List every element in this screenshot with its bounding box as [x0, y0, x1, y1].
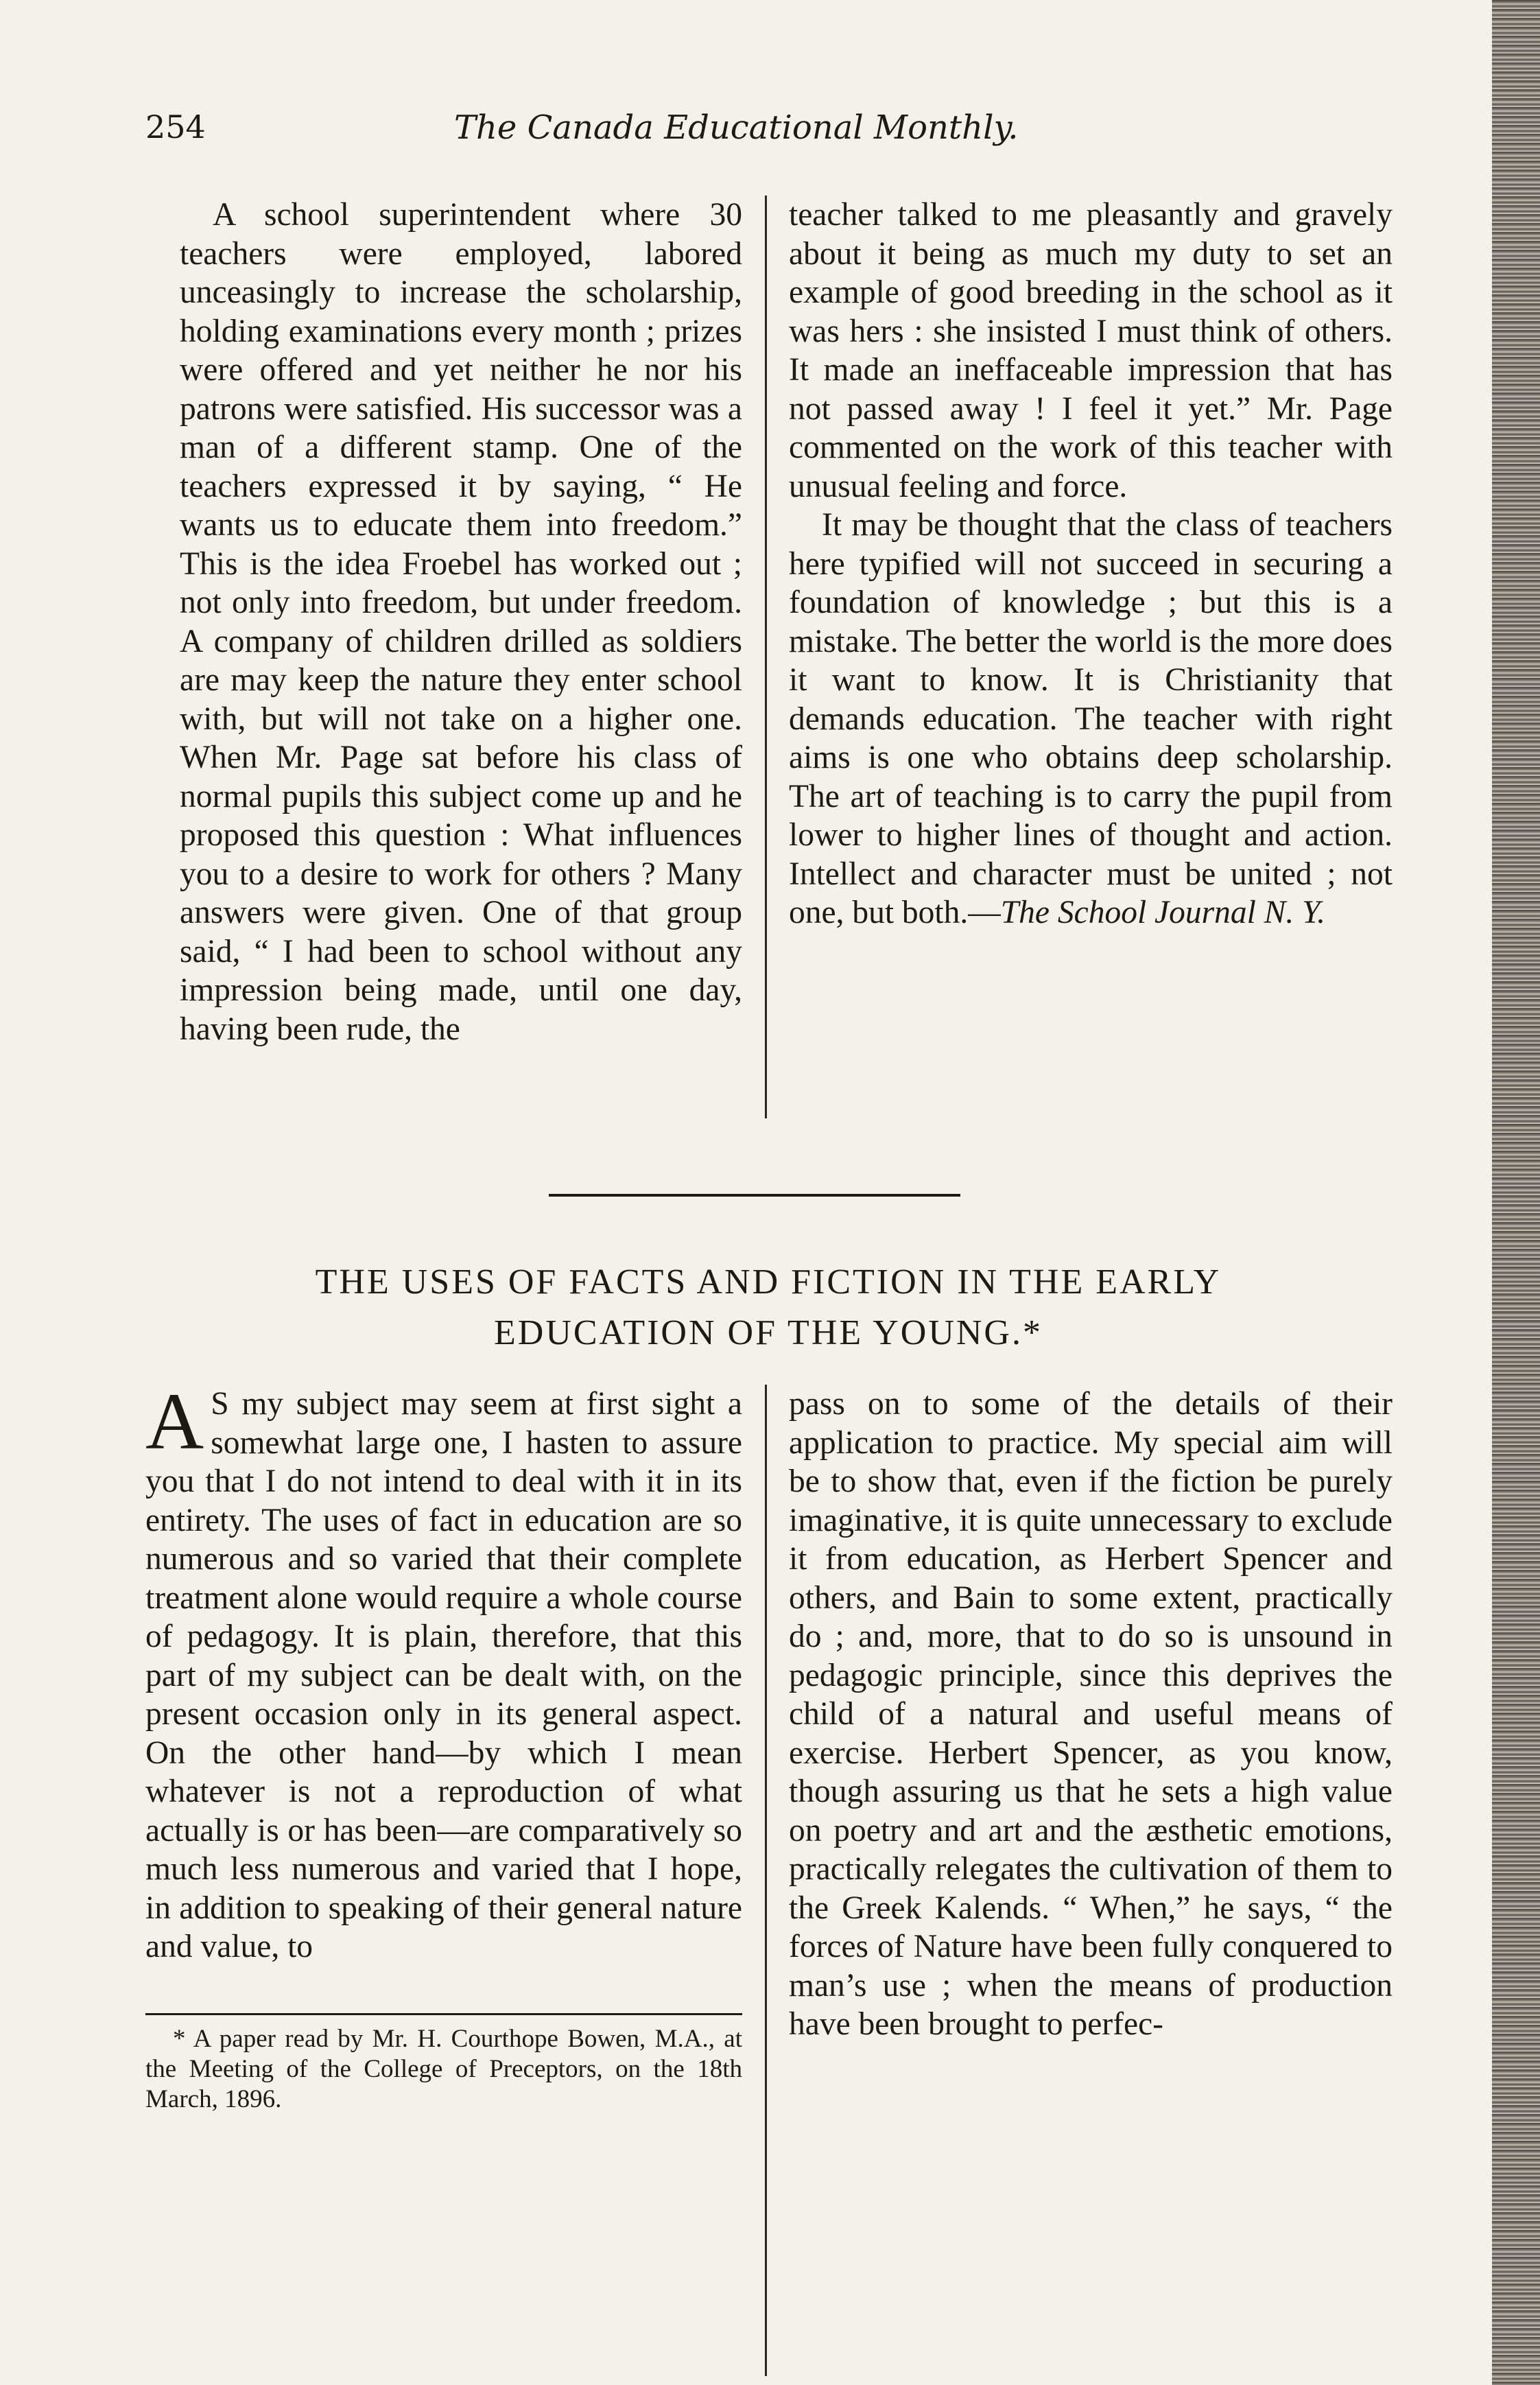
column-divider [765, 1385, 767, 2376]
paragraph: pass on to some of the details of their application to practice. My special aim will be to show that, even if the fiction be purely imaginative, it is quite unnecessary to exclude it from education, as Herbert Spencer and others, and Bain to some extent, practically do ; and, more, that to do so is unsound in pedagogic principle, since this deprives the child of a natural and useful means of exercise. Herbert Spencer, as you know, though assuring us that he sets a high value on poetry and art and the æsthetic emotions, practically relegates the cultivation of them to the Greek Kalends. “ When,” he says, “ the forces of Nature have been fully conquered to man’s use ; when the means of production have been brought to perfec- [789, 1386, 1393, 2042]
previous-article-column-right [789, 196, 1393, 932]
source-signature: The School Journal N. Y. [1000, 895, 1326, 930]
running-head: The Canada Educational Monthly. [454, 108, 1019, 147]
article-column-left [145, 1376, 742, 1966]
title-line-2: EDUCATION OF THE YOUNG.* [494, 1313, 1043, 1352]
paragraph-text: It may be thought that the class of teachers here typified will not succeed in securing a foundation of knowledge ; but this is a mistake. The better the world is the more does it want to know. It is Christianity that demands education. The teacher with right aims is one who obtains deep scholarship. The art of teaching is to carry the pupil from lower to higher lines of thought and action. Intellect and character must be united ; not one, but both.— [789, 507, 1393, 930]
paragraph: teacher talked to me pleasantly and gravely about it being as much my duty to set an example of good breeding in the school as it was hers : she insisted I must think of others. It made an ineffaceable impression that has not passed away ! I feel it yet.” Mr. Page commented on the work of this teacher with unusual feeling and force. [789, 197, 1393, 504]
page-header [145, 108, 1449, 156]
drop-cap: A [145, 1376, 204, 1466]
article-title [165, 1257, 1372, 1359]
footnote-rule [145, 2013, 742, 2015]
title-line-1: THE USES OF FACTS AND FICTION IN THE EARLY [315, 1262, 1222, 1302]
paragraph-text: S my subject may seem at first sight a somewhat large one, I hasten to assure you that I do not intend to deal with it in its entirety. The uses of fact in education are so numerous and so varied that their complete treatment alone would require a whole course of pedagogy. It is plain, therefore, that this part of my subject can be dealt with, on the present occasion only in its general aspect. On the other hand—by which I mean whatever is not a reproduction of what actually is or has been—are comparatively so much less numerous and varied that I hope, in addition to speaking of their general nature and value, to [145, 1386, 742, 1964]
footnote: * A paper read by Mr. H. Courthope Bowen, M.A., at the Meeting of the College of Preceptors, on the 18th March, 1896. [145, 2025, 742, 2113]
previous-article-column-left [180, 196, 742, 1048]
paragraph: A school superintendent where 30 teachers were employed, labored unceasingly to increase the scholarship, holding examinations every month ; prizes were offered and yet neither he nor his patrons were satisfied. His successor was a man of a different stamp. One of the teachers expressed it by saying, “ He wants us to educate them into freedom.” This is the idea Froebel has worked out ; not only into freedom, but under freedom. A company of children drilled as soldiers are may keep the nature they enter school with, but will not take on a higher one. When Mr. Page sat before his class of normal pupils this subject come up and he proposed this question : What influences you to a desire to work for others ? Many answers were given. One of that group said, “ I had been to school without any impression being made, until one day, having been rude, the [180, 197, 742, 1047]
page-binding-edge [1492, 0, 1540, 2385]
article-column-right [789, 1385, 1393, 2044]
page-number: 254 [145, 108, 206, 145]
paragraph [145, 1376, 742, 1966]
column-divider [765, 196, 767, 1118]
section-divider [549, 1194, 960, 1197]
paragraph [789, 506, 1393, 932]
